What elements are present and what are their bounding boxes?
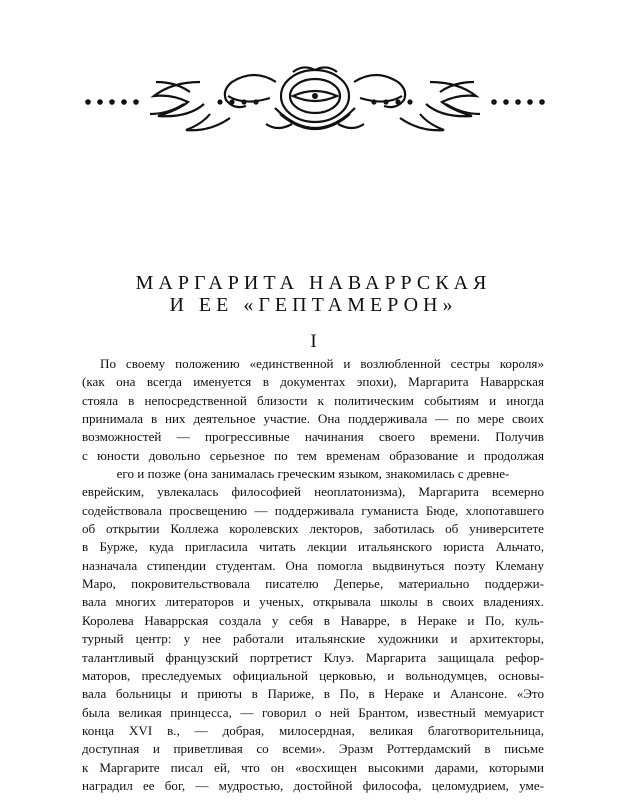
section-number: I bbox=[310, 331, 317, 352]
chapter-title-line2: И ЕЕ «ГЕПТАМЕРОН» bbox=[169, 294, 458, 316]
text-line: с юности довольно серьезное по тем временам образование и продолжая bbox=[82, 447, 544, 463]
text-line: в Бурже, куда пригласила читать лекции итальянского юриста Альчато, bbox=[82, 539, 544, 555]
text-line: турный центр: у нее работали итальянские художники и архитекторы, bbox=[82, 631, 544, 647]
text-line: принимала в них деятельное участие. Она поддерживала — по мере своих bbox=[82, 411, 544, 427]
text-line: была великая принцесса, — говорил о ней Брантом, известный мемуарист bbox=[82, 704, 544, 720]
text-line: маторов, преследуемых официальной церковью, и вольнодумцев, основы- bbox=[82, 667, 544, 683]
text-line: доступная и приветливая со всеми». Эразм Роттердамский в письме bbox=[82, 741, 544, 757]
text-line: Маро, покровительствовала писателю Деперье, материально поддержи- bbox=[82, 576, 544, 592]
text-line: конца XVI в., — добрая, милосердная, великая благотворительница, bbox=[82, 722, 544, 738]
text-line: талантливый французский портретист Клуэ. Маргарита защищала рефор- bbox=[82, 649, 544, 665]
text-line: Королева Наваррская создала у себя в Наварре, в Нераке и По, куль- bbox=[82, 612, 544, 628]
text-line: еврейским, увлекалась философией неоплатонизма), Маргарита всемерно bbox=[82, 484, 544, 500]
text-line: об открытии Коллежа королевских лекторов, заботилась об университете bbox=[82, 521, 544, 537]
text-line: содействовала просвещению — поддерживала гуманиста Бюде, хлопотавшего bbox=[82, 502, 544, 518]
chapter-title-line1: МАРГАРИТА НАВАРРСКАЯ bbox=[135, 272, 492, 294]
text-line: назначала стипендии студентам. Она помогла выдвинуться поэту Клеману bbox=[82, 557, 544, 573]
decorative-ornament bbox=[80, 62, 550, 142]
body-text bbox=[82, 355, 544, 795]
text-line: По своему положению «единственной и возлюбленной сестры короля» bbox=[100, 356, 544, 371]
text-line: его и позже (она занималась греческим языком, знакомилась с древне- bbox=[116, 466, 510, 482]
text-line: возможностей — прогрессивные начинания своего времени. Получив bbox=[82, 429, 544, 445]
text-line: наградил ее бог, — мудростью, достойной философа, целомудрием, уме- bbox=[82, 777, 544, 793]
text-line: стояла в непосредственной близости к политическим событиям и иногда bbox=[82, 392, 544, 408]
text-line: (как она всегда именуется в документах эпохи), Маргарита Наваррская bbox=[82, 374, 544, 390]
text-line: вала многих литераторов и ученых, открывала школы в своих владениях. bbox=[82, 594, 544, 610]
text-line: вала больницы и приюты в Париже, в По, в Нераке и Алансоне. «Это bbox=[82, 686, 544, 702]
text-line: к Маргарите писал ей, что он «восхищен высокими дарами, которыми bbox=[82, 759, 544, 775]
